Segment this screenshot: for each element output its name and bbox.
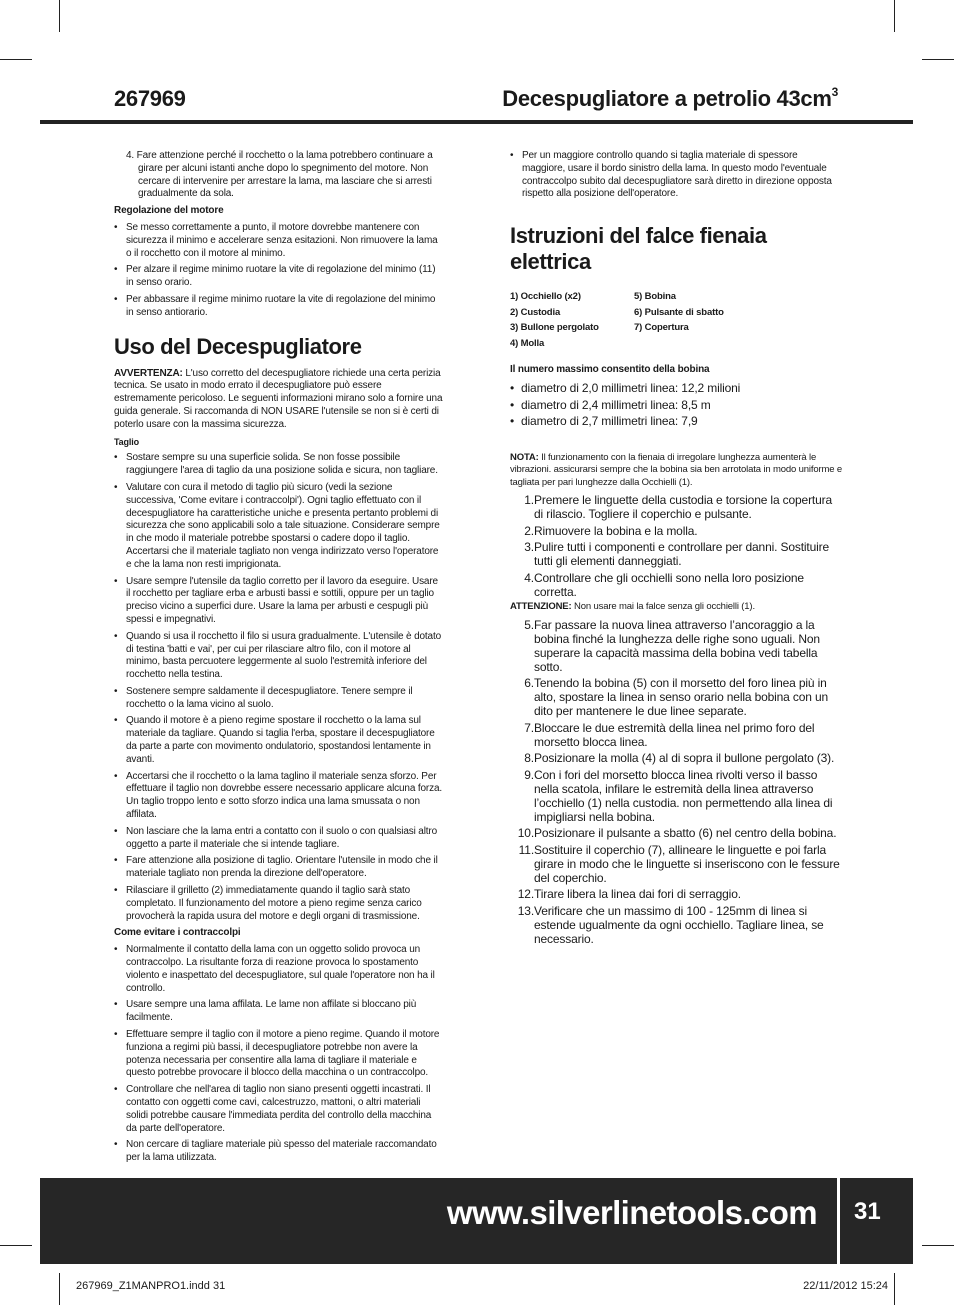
list-item: • Controllare che nell'area di taglio non siano presenti oggetti incastrati. Il contatto con oggetti come cavi, calcestruzzo, mattoni, o altri materiali solidi potrebbe causare l'immediata perdita del controllo della macchina da parte dell'operatore.	[114, 1084, 444, 1135]
step-item	[510, 493, 842, 521]
contraccolpi-heading: Come evitare i contraccolpi	[114, 927, 241, 939]
list-item: • Accertarsi che il rocchetto o la lama taglino il materiale senza sforzo. Per effettuare il taglio non dovrebbe essere necessario applicare alcuna forza. Un taglio troppo lento e sotto sforzo indica una lama smussata o non affilata.	[114, 771, 444, 822]
list-item: • Se messo correttamente a punto, il motore dovrebbe mantenere con sicurezza il minimo e accelerare senza esitazioni. Non rimuovere la lama o il rocchetto con il motore al minimo.	[114, 222, 444, 260]
parts-column-2	[634, 289, 724, 351]
nota-text: Il funzionamento con la fienaia di irregolare lunghezza aumenterà le vibrazioni. assicurarsi sempre che la bobina sia ben arrotolata in modo uniforme e tagliata per pari lunghezze dalla Occhielli (1).	[510, 451, 842, 488]
step-item	[510, 887, 842, 901]
step-item	[510, 571, 842, 599]
step-text: Premere le linguette della custodia e torsione la copertura di rilascio. Togliere il coperchio e pulsante.	[534, 493, 832, 522]
part-label: 5) Bobina	[634, 291, 676, 303]
list-item: • Valutare con cura il metodo di taglio più sicuro (vedi la sezione successiva, 'Come evitare i contraccolpi'). Ogni taglio effettuato con il decespugliatore ha caratteristiche uniche e presenta pertanto problemi di sicurezza che sono applicabili solo a tale situazione. Considerare sempre in che modo il materiale potrebbe spostarsi o cadere dopo il taglio. Accertarsi che il materiale tagliato non venga indirizzato verso l'operatore e che la lama non resti imprigionata.	[114, 482, 444, 572]
step-number: 4.	[524, 570, 534, 585]
step-text: Verificare che un massimo di 100 - 125mm di linea si estende ugualmente da ogni occhiello. Tagliare linea, se necessario.	[534, 903, 824, 946]
list-item: • Effettuare sempre il taglio con il motore a pieno regime. Quando il motore funziona a regimi più bassi, il decespugliatore potrebbe non avere la potenza necessaria per consentire alla lama di tagliare il materiale e questo potrebbe provocare il blocco della macchina o un contraccolpo.	[114, 1029, 444, 1080]
parts-column-1	[510, 289, 634, 351]
list-item: • Per abbassare il regime minimo ruotare la vite di regolazione del minimo in senso antiorario.	[114, 294, 444, 320]
part-label: 3) Bullone pergolato	[510, 322, 599, 334]
step-number: 8.	[524, 751, 534, 766]
part-label: 6) Pulsante di sbatto	[634, 306, 724, 318]
crop-mark	[0, 59, 32, 60]
taglio-list	[114, 452, 444, 923]
right-column	[510, 150, 842, 948]
crop-mark	[894, 1273, 895, 1305]
list-item: • Usare sempre l'utensile da taglio corretto per il lavoro da eseguire. Usare il rocchetto per tagliare erba e arbusti bassi e sottili, oppure per un taglio preciso vicino a superfici dure. Usare la lama per arbusti e cespugli più spessi e impegnativi.	[114, 576, 444, 627]
nota-label: NOTA:	[510, 451, 539, 463]
contraccolpi-list	[114, 944, 444, 1165]
step-text: Far passare la nuova linea attraverso l’ancoraggio a la bobina finché la lunghezza delle righe sono uguali. Non superare la capacità massima della bobina vedi tabella sotto.	[534, 617, 820, 674]
page-title-superscript: 3	[831, 84, 838, 99]
page-title	[502, 86, 838, 112]
part-label: 2) Custodia	[510, 306, 561, 318]
list-item: • Normalmente il contatto della lama con un oggetto solido provoca un contraccolpo. La risultante forza di reazione provoca lo spostamento violento e inaspettato del decespugliatore, sul quale l'operatore non ha il controllo.	[114, 944, 444, 995]
step-number: 1.	[524, 493, 534, 508]
avvertenza-paragraph	[114, 368, 444, 432]
avvertenza-text: L'uso corretto del decespugliatore richiede una certa perizia tecnica. Se usato in modo errato il decespugliatore può essere estremamente pericoloso. Le seguenti informazioni mirano solo a fornire una guida generale. Si raccomanda di NON USARE l'utensile se non si è certi di poterlo usare con la massima sicurezza.	[114, 367, 443, 430]
step-text: Posizionare il pulsante a sbatto (6) nel centro della bobina.	[534, 826, 837, 841]
numero-heading: Il numero massimo consentito della bobina	[510, 363, 710, 375]
step-item	[510, 826, 842, 840]
step-4-text: 4. Fare attenzione perché il rocchetto o la lama potrebbero continuare a girare per alcuni istanti anche dopo lo spegnimento del motore. Non cercare di intervenire per arrestare la lama, ma lasciare che si arresti gradualmente da sola.	[126, 150, 433, 200]
attenzione-label: ATTENZIONE:	[510, 601, 572, 613]
list-item: • diametro di 2,0 millimetri linea: 12,2 milioni	[510, 380, 842, 397]
list-item: • Sostare sempre su una superficie solida. Se non fosse possibile raggiungere l'area di taglio da una posizione solida e sicura, non tagliare.	[114, 452, 444, 478]
step-item	[510, 618, 842, 674]
numero-list	[510, 380, 842, 430]
list-item: • Non cercare di tagliare materiale più spesso del materiale raccomandato per la lama utilizzata.	[114, 1139, 444, 1165]
page-number-box	[840, 1178, 913, 1264]
regolazione-list	[114, 222, 444, 320]
step-text: Con i fori del morsetto blocca linea rivolti verso il basso nella scatola, infilare le estremità della linea attraverso l’occhiello (1) nella custodia. non permettendo alla linea di impigliarsi nella bobina.	[534, 767, 833, 824]
list-item: • diametro di 2,4 millimetri linea: 8,5 m	[510, 397, 842, 414]
crop-mark	[59, 1273, 60, 1305]
date-slug: 22/11/2012 15:24	[803, 1280, 888, 1292]
crop-mark	[894, 0, 895, 32]
website-link[interactable]: www.silverlinetools.com	[446, 1194, 817, 1231]
step-text: Controllare che gli occhielli sono nella loro posizione corretta.	[534, 570, 804, 599]
steps-list-b	[510, 618, 842, 946]
crop-mark	[59, 0, 60, 32]
step-item	[510, 676, 842, 718]
step-item	[510, 768, 842, 824]
top-list	[510, 150, 842, 201]
step-number: 12.	[517, 887, 534, 902]
list-item: • Sostenere sempre saldamente il decespugliatore. Tenere sempre il rocchetto o la lama vicino al suolo.	[114, 686, 444, 712]
step-number: 2.	[524, 523, 534, 538]
step-item	[510, 540, 842, 568]
part-label: 1) Occhiello (x2)	[510, 291, 581, 303]
step-number: 13.	[517, 903, 534, 918]
step-item	[510, 524, 842, 538]
steps-list-a	[510, 493, 842, 599]
step-number: 6.	[524, 676, 534, 691]
step-item	[510, 904, 842, 946]
header-rule	[40, 120, 913, 124]
part-label: 7) Copertura	[634, 322, 689, 334]
file-slug: 267969_Z1MANPRO1.indd 31	[76, 1280, 226, 1292]
product-code: 267969	[114, 86, 186, 111]
list-item: • diametro di 2,7 millimetri linea: 7,9	[510, 413, 842, 430]
crop-mark	[0, 1245, 32, 1246]
list-item: • Per un maggiore controllo quando si taglia materiale di spessore maggiore, usare il bordo sinistro della lama. In questo modo l'eventuale contraccolpo subito dal decespugliatore sarà diretto in direzione opposta rispetto alla posizione dell'operatore.	[510, 150, 842, 201]
avvertenza-label: AVVERTENZA:	[114, 367, 183, 379]
step-text: Tirare libera la linea dai fori di serraggio.	[534, 887, 741, 902]
step-number: 5.	[524, 617, 534, 632]
list-item: • Fare attenzione alla posizione di taglio. Orientare l'utensile in modo che il materiale tagliato non prenda la direzione dell'operatore.	[114, 855, 444, 881]
parts-list	[510, 289, 842, 351]
crop-mark	[922, 1245, 954, 1246]
crop-mark	[922, 59, 954, 60]
step-number: 7.	[524, 720, 534, 735]
step-text: Tenendo la bobina (5) con il morsetto del foro linea più in alto, spostare la linea in senso orario nella bobina con un dito per mantenere le due linee separate.	[534, 676, 829, 719]
step-text: Sostituire il coperchio (7), allineare le linguette e poi farla girare in modo che le linguette si inseriscono con le fessure del coperchio.	[534, 842, 840, 885]
list-item: • Quando si usa il rocchetto il filo si usura gradualmente. L'utensile è dotato di testina 'batti e vai', per cui per rilasciare altro filo, con il motore al minimo, basta percuotere leggermente al suolo l'estremità inferiore del rocchetto nella testina.	[114, 631, 444, 682]
part-label: 4) Molla	[510, 337, 545, 349]
step-item	[510, 751, 842, 765]
attenzione-text: Non usare mai la falce senza gli occhielli (1).	[571, 601, 755, 613]
list-item: • Non lasciare che la lama entri a contatto con il suolo o con qualsiasi altro oggetto a parte il materiale che si intende tagliare.	[114, 826, 444, 852]
footer-bar	[40, 1178, 837, 1264]
list-item: • Per alzare il regime minimo ruotare la vite di regolazione del minimo (11) in senso orario.	[114, 264, 444, 290]
regolazione-heading: Regolazione del motore	[114, 205, 224, 217]
list-item: • Usare sempre una lama affilata. Le lame non affilate si bloccano più facilmente.	[114, 999, 444, 1025]
step-number: 11.	[518, 842, 534, 857]
attenzione-paragraph	[510, 601, 842, 614]
page-title-text: Decespugliatore a petrolio 43cm	[502, 86, 832, 111]
step-text: Pulire tutti i componenti e controllare per danni. Sostituire tutti gli elementi danneggiati.	[534, 540, 830, 569]
left-column	[114, 150, 444, 1169]
step-number: 9.	[524, 767, 534, 782]
step-item	[510, 843, 842, 885]
step-number: 3.	[524, 540, 534, 555]
list-item: • Rilasciare il grilletto (2) immediatamente quando il taglio sarà stato completato. Il funzionamento del motore a pieno regime senza carico provocherà la rapida usura del motore e degli organi di trasmissione.	[114, 885, 444, 923]
step-text: Posizionare la molla (4) al di sopra il bullone pergolato (3).	[534, 751, 835, 766]
step-text: Bloccare le due estremità della linea nel primo foro del morsetto blocca linea.	[534, 720, 815, 749]
step-text: Rimuovere la bobina e la molla.	[534, 523, 698, 538]
step-item	[510, 721, 842, 749]
nota-paragraph	[510, 452, 842, 490]
step-number: 10.	[517, 826, 534, 841]
uso-heading: Uso del Decespugliatore	[114, 333, 362, 359]
page-number: 31	[854, 1198, 881, 1225]
falce-heading: Istruzioni del falce fienaia elettrica	[510, 223, 767, 275]
taglio-heading: Taglio	[114, 436, 139, 447]
list-item: • Quando il motore è a pieno regime spostare il rocchetto o la lama sul materiale da tagliare. Quando si taglia l'erba, spostare il decespugliatore da parte a parte con movimento ondulatorio, spostandosi lentamente in avanti.	[114, 715, 444, 766]
